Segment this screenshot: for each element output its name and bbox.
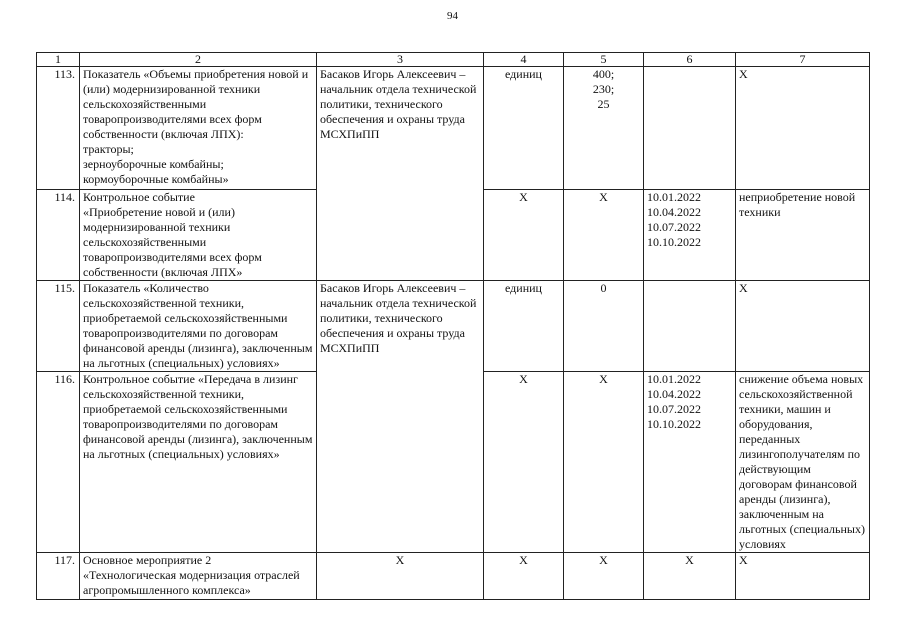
value: 0: [564, 281, 644, 372]
header-cell: 4: [484, 53, 564, 67]
header-cell: 7: [736, 53, 870, 67]
unit: Х: [484, 372, 564, 553]
dates: 10.01.2022 10.04.2022 10.07.2022 10.10.2022: [644, 372, 736, 553]
plan-table: [36, 52, 870, 600]
value: Х: [564, 190, 644, 281]
page-number: 94: [447, 10, 458, 22]
table-row: [37, 553, 870, 600]
table-row: [37, 67, 870, 190]
header-cell: 6: [644, 53, 736, 67]
item-name: Показатель «Количество сельскохозяйственной техники, приобретаемой сельскохозяйственными товаропроизводителями по договорам финансовой аренды (лизинга), заключенным на льготных (специальных) условиях»: [80, 281, 317, 372]
unit: Х: [484, 553, 564, 600]
dates: [644, 67, 736, 190]
responsible: Х: [317, 553, 484, 600]
col7: неприобретение новой техники: [736, 190, 870, 281]
dates: 10.01.2022 10.04.2022 10.07.2022 10.10.2022: [644, 190, 736, 281]
item-name: Показатель «Объемы приобретения новой и (или) модернизированной техники сельскохозяйственными товаропроизводителями всех форм собственности (включая ЛПХ): тракторы; зерноуборочные комбайны; кормоуборочные комбайны»: [80, 67, 317, 190]
item-name: Контрольное событие «Передача в лизинг сельскохозяйственной техники, приобретаемой сельскохозяйственными товаропроизводителями по договорам финансовой аренды (лизинга), заключенным на льготных (специальных) условиях»: [80, 372, 317, 553]
row-number: 115.: [37, 281, 80, 372]
dates: [644, 281, 736, 372]
dates: Х: [644, 553, 736, 600]
header-row: [37, 53, 870, 67]
unit: единиц: [484, 281, 564, 372]
item-name: Контрольное событие «Приобретение новой и (или) модернизированной техники сельскохозяйственными товаропроизводителями всех форм собственности (включая ЛПХ»: [80, 190, 317, 281]
responsible: Басаков Игорь Алексеевич – начальник отдела технической политики, технического обеспечения и охраны труда МСХПиПП: [317, 281, 484, 553]
value: 400; 230; 25: [564, 67, 644, 190]
header-cell: 2: [80, 53, 317, 67]
row-number: 114.: [37, 190, 80, 281]
col7: Х: [736, 553, 870, 600]
unit: единиц: [484, 67, 564, 190]
unit: Х: [484, 190, 564, 281]
col7: снижение объема новых сельскохозяйственной техники, машин и оборудования, переданных лизингополучателям по действующим договорам финансовой аренды (лизинга), заключенным на льготных (специальных) условиях: [736, 372, 870, 553]
header-cell: 5: [564, 53, 644, 67]
col7: Х: [736, 281, 870, 372]
row-number: 113.: [37, 67, 80, 190]
header-cell: 1: [37, 53, 80, 67]
value: Х: [564, 553, 644, 600]
responsible: Басаков Игорь Алексеевич – начальник отдела технической политики, технического обеспечения и охраны труда МСХПиПП: [317, 67, 484, 281]
row-number: 116.: [37, 372, 80, 553]
header-cell: 3: [317, 53, 484, 67]
item-name: Основное мероприятие 2 «Технологическая модернизация отраслей агропромышленного комплекса»: [80, 553, 317, 600]
value: Х: [564, 372, 644, 553]
table-row: [37, 281, 870, 372]
col7: Х: [736, 67, 870, 190]
row-number: 117.: [37, 553, 80, 600]
